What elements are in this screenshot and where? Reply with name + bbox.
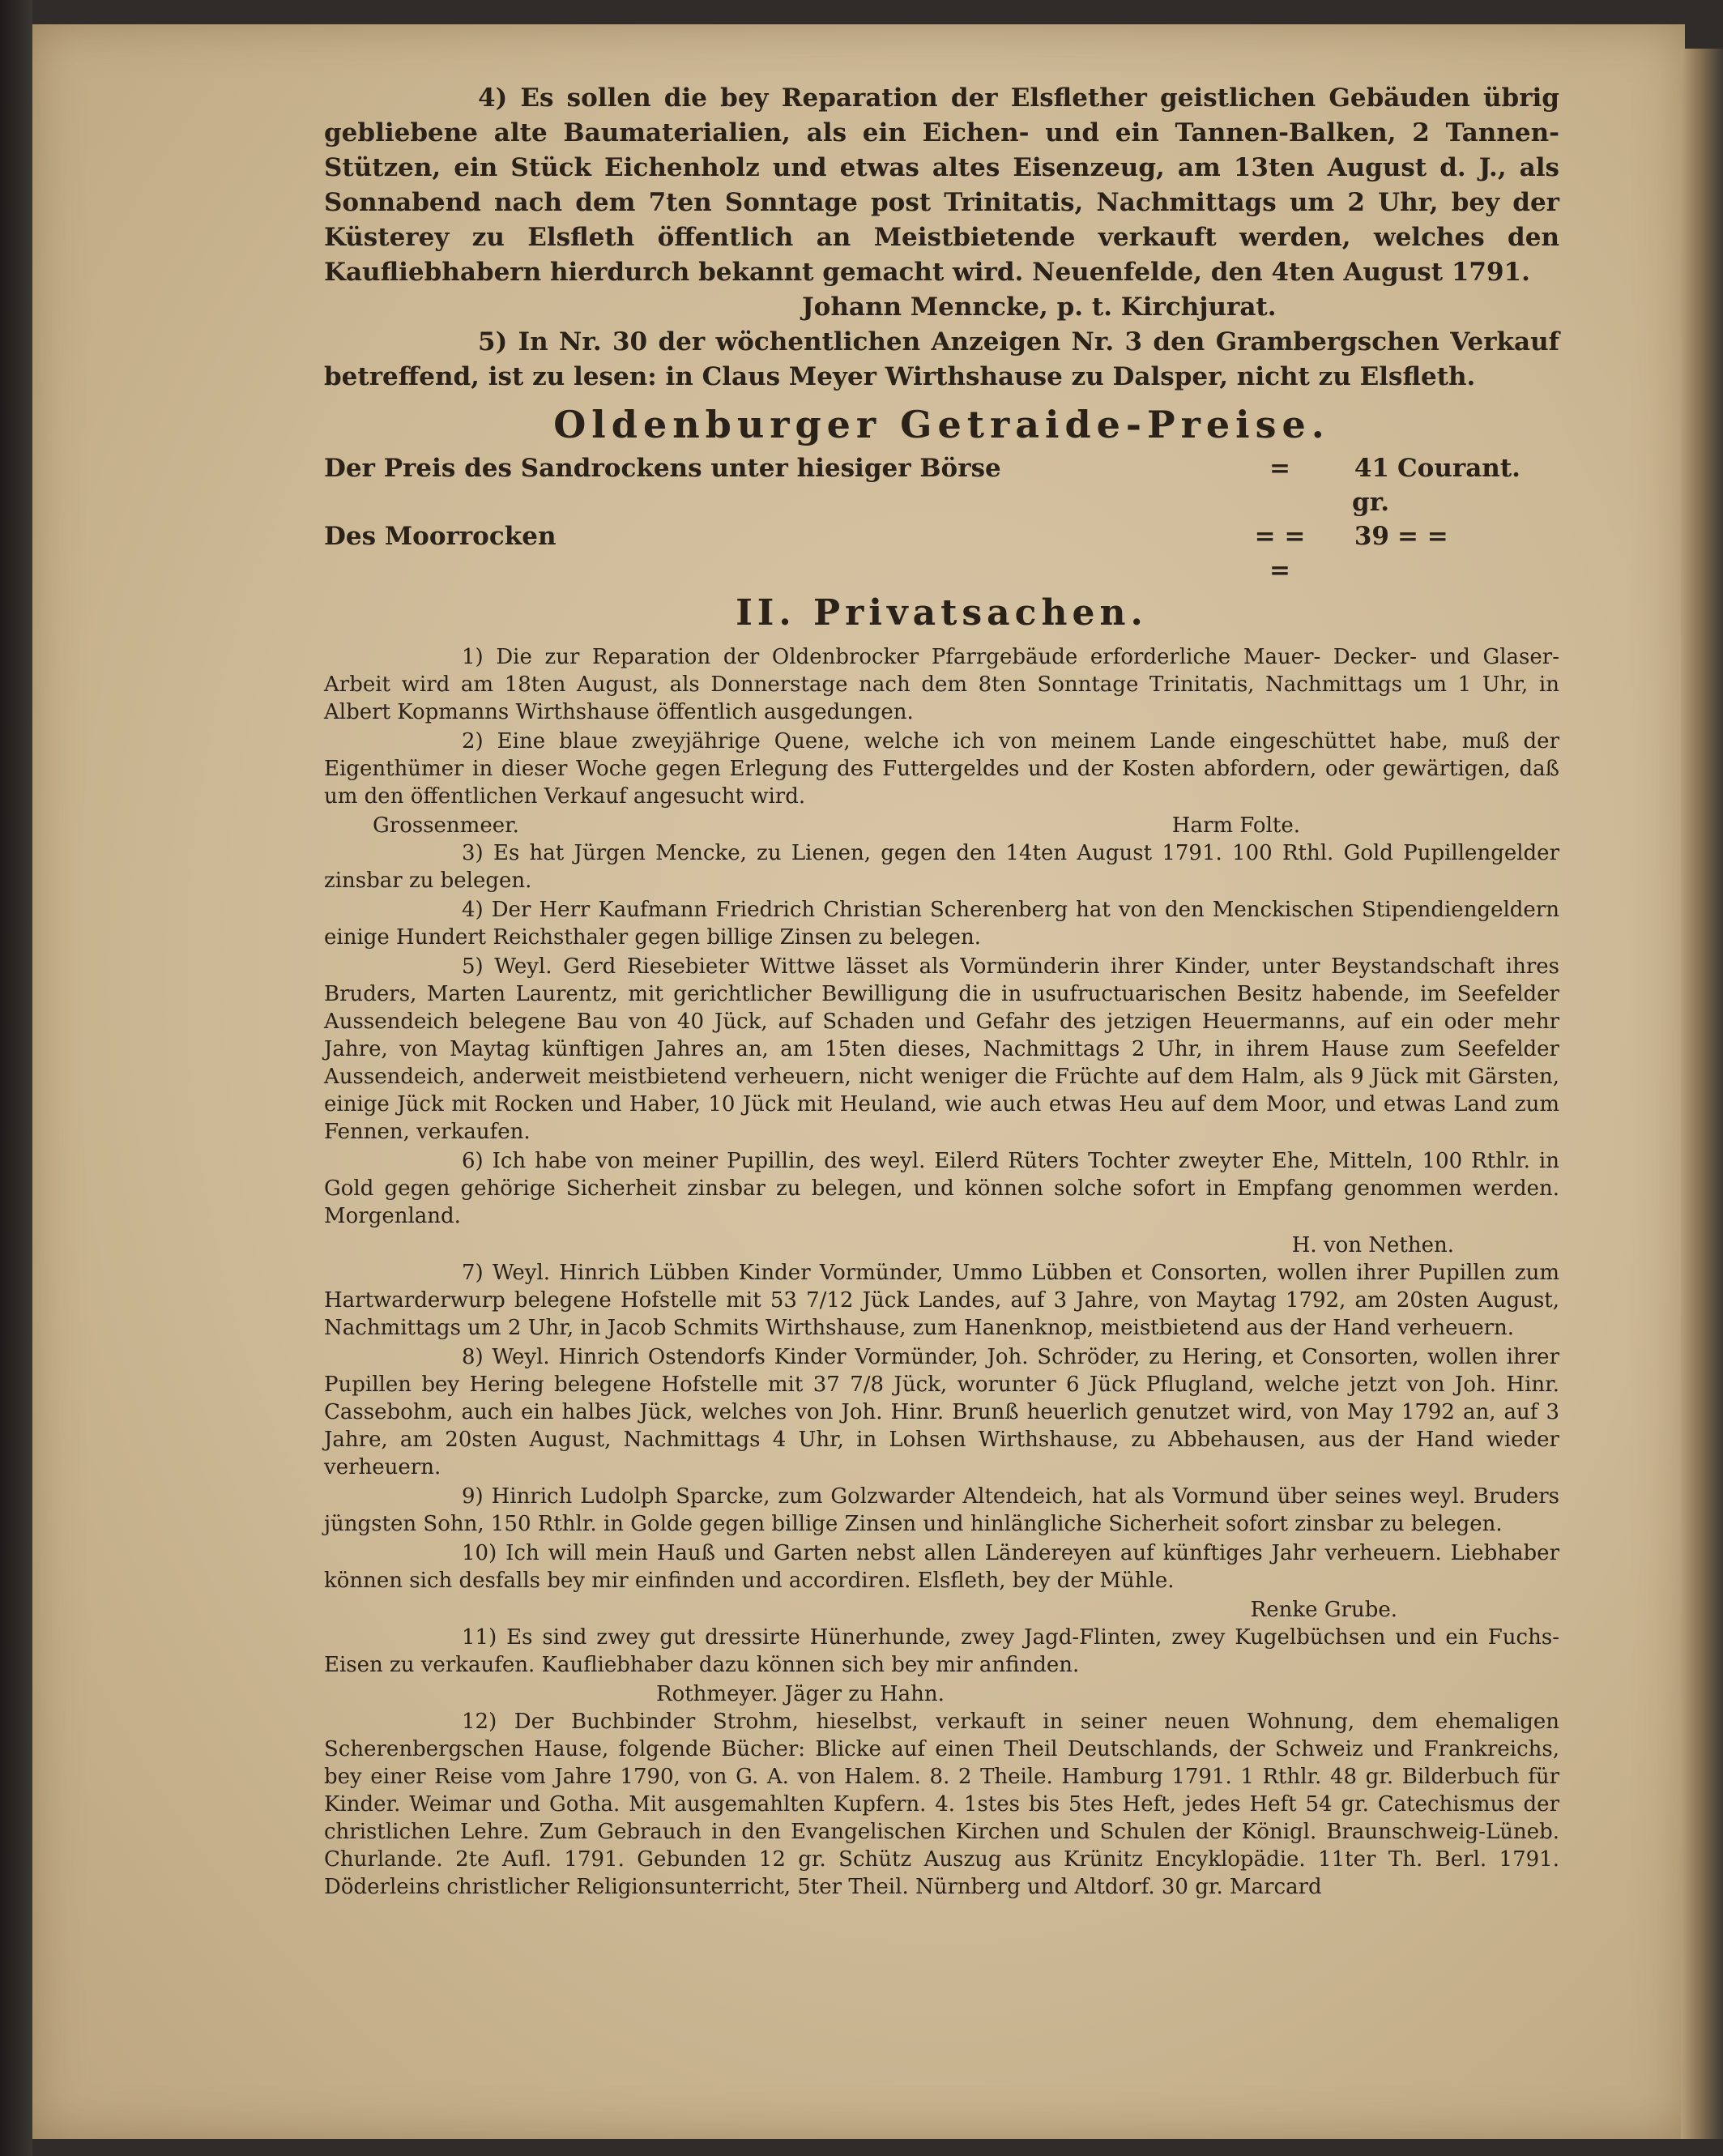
scanner-left-border — [0, 0, 32, 2156]
price-label: Der Preis des Sandrockens unter hiesiger Börse — [324, 454, 1001, 483]
notice-item-footer — [324, 1680, 1559, 1708]
price-value: 41 gr. — [1352, 454, 1389, 517]
page-gutter-edge — [1681, 49, 1723, 2139]
notice-item: 3) Es hat Jürgen Mencke, zu Lienen, gegen den 14ten August 1791. 100 Rthl. Gold Pupillengelder zinsbar zu belegen. — [324, 841, 1559, 893]
notice-item: 1) Die zur Reparation der Oldenbrocker Pfarrgebäude erforderliche Mauer- Decker- und Glaser-Arbeit wird am 18ten August, als Donnerstage nach dem 8ten Sonntage Trinitatis, Nachmittags um 1 Uhr, in Albert Kopmanns Wirthshause öffentlich ausgedungen. — [324, 645, 1559, 724]
notice-item: 8) Weyl. Hinrich Ostendorfs Kinder Vormünder, Joh. Schröder, zu Hering, et Consorten, wollen ihrer Pupillen bey Hering belegene Hofstelle mit 37 7/8 Jück, worunter 6 Jück Pflugland, welche jetzt von Joh. Hinr. Cassebohm, auch ein halbes Jück, welches von Joh. Hinr. Brunß heuerlich genutzet wird, von May 1792 an, auf 3 Jahre, am 20sten August, Nachmittags 4 Uhr, in Lohsen Wirthshause, zu Abbehausen, aus der Hand wieder verheuern. — [324, 1345, 1559, 1479]
notice-4-signature: Johann Menncke, p. t. Kirchjurat. — [802, 292, 1277, 322]
price-ditto: = = = — [1254, 522, 1306, 585]
price-row — [324, 451, 1559, 519]
notice-name: Harm Folte. — [1171, 813, 1300, 838]
notice-item: 2) Eine blaue zweyjährige Quene, welche ich von meinem Lande eingeschüttet habe, muß der Eigenthümer in dieser Woche gegen Erlegung des Futtergeldes und der Kosten abfordern, oder gewärtigen, daß um den öffentlichen Verkauf angesucht wird. — [324, 729, 1559, 809]
notice-4: 4) Es sollen die bey Reparation der Elsflether geistlichen Gebäuden übrig gebliebene alte Baumaterialien, als ein Eichen- und ein Tannen-Balken, 2 Tannen-Stützen, ein Stück Eichenholz und etwas altes Eisenzeug, am 13ten August d. J., als Sonnabend nach dem 7ten Sonntage post Trinitatis, Nachmittags um 2 Uhr, bey der Küsterey zu Elsfleth öffentlich an Meistbietende verkauft werden, welches den Kaufliebhabern hierdurch bekannt gemacht wird. Neuenfelde, den 4ten August 1791. — [324, 83, 1559, 287]
notice-item: 10) Ich will mein Hauß und Garten nebst allen Ländereyen auf künftiges Jahr verheuern. Liebhaber können sich desfalls bey mir einfinden und accordiren. Elsfleth, bey der Mühle. — [324, 1541, 1559, 1593]
notice-item: 4) Der Herr Kaufmann Friedrich Christian Scherenberg hat von den Menckischen Stipendiengeldern einige Hundert Reichsthaler gegen billige Zinsen zu belegen. — [324, 898, 1559, 950]
price-row — [324, 519, 1559, 587]
notice-item: 6) Ich habe von meiner Pupillin, des weyl. Eilerd Rüters Tochter zweyter Ehe, Mitteln, 100 Rthlr. in Gold gegen gehörige Sicherheit zinsbar zu belegen, und können solche sofort in Empfang genommen werden. Morgenland. — [324, 1149, 1559, 1228]
price-ditto: = — [1269, 454, 1290, 483]
notice-item: 5) Weyl. Gerd Riesebieter Wittwe lässet als Vormünderin ihrer Kinder, unter Beystandschaft ihres Bruders, Marten Laurentz, mit gerichtlicher Bewilligung die in usufructuarischen Besitz habende, im Seefelder Aussendeich belegene Bau von 40 Jück, auf Schaden und Gefahr des jetzigen Heuermanns, auf ein oder mehr Jahre, von Maytag künftigen Jahres an, am 15ten dieses, Nachmittags 2 Uhr, in ihrem Hause zum Seefelder Aussendeich, anderweit meistbietend verheuern, nicht weniger die Früchte auf dem Halm, als 9 Jück mit Gärsten, einige Jück mit Rocken und Haber, 10 Jück mit Heuland, wie auch etwas Heu auf dem Moor, und etwas Land zum Fennen, verkaufen. — [324, 954, 1559, 1144]
grain-prices-heading: Oldenburger Getraide-Preise. — [553, 403, 1330, 446]
price-label: Des Moorrocken — [324, 522, 557, 551]
notice-item: 11) Es sind zwey gut dressirte Hünerhunde, zwey Jagd-Flinten, zwey Kugelbüchsen und ein Fuchs-Eisen zu verkaufen. Kaufliebhaber dazu können sich bey mir anfinden. — [324, 1625, 1559, 1677]
notice-item: 12) Der Buchbinder Strohm, hieselbst, verkauft in seiner neuen Wohnung, dem ehemaligen Scherenbergschen Hause, folgende Bücher: Blicke auf einen Theil Deutschlands, der Schweiz und Frankreichs, bey einer Reise vom Jahre 1790, von G. A. von Halem. 8. 2 Theile. Hamburg 1791. 1 Rthlr. 48 gr. Bilderbuch für Kinder. Weimar und Gotha. Mit ausgemahlten Kupfern. 4. 1stes bis 5tes Heft, jedes Heft 54 gr. Catechismus der christlichen Lehre. Zum Gebrauch in den Evangelischen Kirchen und Schulen der Königl. Braunschweig-Lüneb. Churlande. 2te Aufl. 1791. Gebunden 12 gr. Schütz Auszug aus Krünitz Encyklopädie. 11ter Th. Berl. 1791. Döderleins christlicher Religionsunterricht, 5ter Theil. Nürnberg und Altdorf. 30 gr. Marcard — [324, 1710, 1559, 1899]
notice-item: 9) Hinrich Ludolph Sparcke, zum Golzwarder Altendeich, hat als Vormund über seines weyl. Bruders jüngsten Sohn, 150 Rthlr. in Golde gegen billige Zinsen und hinlängliche Sicherheit sofort zinsbar zu belegen. — [324, 1484, 1559, 1536]
price-currency: = = — [1397, 522, 1448, 551]
price-currency: Courant. — [1397, 454, 1520, 483]
top-notices — [324, 81, 1559, 395]
notice-name: Rothmeyer. Jäger zu Hahn. — [656, 1682, 945, 1706]
private-notices — [324, 643, 1559, 1901]
notice-item-footer — [324, 812, 1559, 839]
section-privatsachen-heading: II. Privatsachen. — [736, 592, 1148, 634]
notice-name: Renke Grube. — [1250, 1598, 1397, 1622]
notice-place: Grossenmeer. — [373, 813, 519, 838]
price-value: 39 — [1354, 522, 1389, 551]
notice-item-footer — [324, 1232, 1559, 1259]
notice-5: 5) In Nr. 30 der wöchentlichen Anzeigen Nr. 3 den Grambergschen Verkauf betreffend, ist zu lesen: in Claus Meyer Wirthshause zu Dalsper, nicht zu Elsfleth. — [324, 327, 1559, 391]
notice-item: 7) Weyl. Hinrich Lübben Kinder Vormünder, Ummo Lübben et Consorten, wollen ihrer Pupillen zum Hartwarderwurp belegene Hofstelle mit 53 7/12 Jück Landes, auf 3 Jahre, von Maytag 1792, am 20sten August, Nachmittags um 2 Uhr, in Jacob Schmits Wirthshause, zum Hanenknop, meistbietend aus der Hand verheuern. — [324, 1261, 1559, 1340]
page-content — [324, 81, 1559, 1902]
notice-item-footer — [324, 1596, 1559, 1624]
notice-name: H. von Nethen. — [1291, 1233, 1454, 1257]
